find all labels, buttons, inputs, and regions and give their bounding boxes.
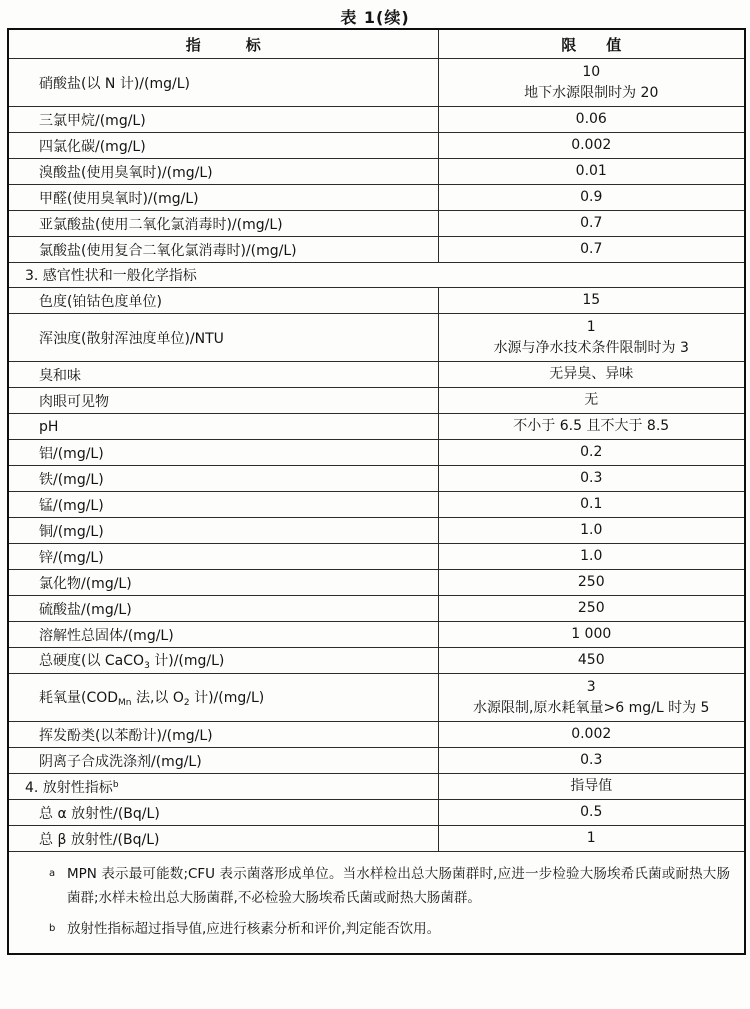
table-row (8, 414, 745, 440)
limit-line: 250 (577, 574, 605, 590)
limit-cell (438, 466, 745, 492)
limit-cell (438, 748, 745, 774)
limit-line: 1 000 (571, 626, 612, 642)
limit-cell (438, 492, 745, 518)
limit-cell (438, 544, 745, 570)
section-row (8, 263, 745, 288)
limit-line: 不小于 6.5 且不大于 8.5 (513, 418, 670, 434)
limit-cell (438, 674, 745, 722)
limit-cell (438, 159, 745, 185)
limit-cell (438, 59, 745, 107)
limit-line: 0.7 (580, 241, 603, 257)
table-row (8, 622, 745, 648)
table-row (8, 59, 745, 107)
indicator-cell: 锌/(mg/L) (8, 544, 438, 570)
table-row (8, 544, 745, 570)
footnotes (8, 852, 745, 954)
table-container (7, 28, 744, 955)
indicator-cell: 总 β 放射性/(Bq/L) (8, 826, 438, 852)
header-indicator: 指 标 (8, 29, 438, 59)
header-limit: 限 值 (438, 29, 745, 59)
table-row (8, 440, 745, 466)
indicator-cell: 硝酸盐(以 N 计)/(mg/L) (8, 59, 438, 107)
limit-cell (438, 596, 745, 622)
table-row (8, 722, 745, 748)
limit-cell (438, 774, 745, 800)
footnote-marker-a: a (49, 868, 56, 879)
limit-cell (438, 388, 745, 414)
table-row (8, 748, 745, 774)
limit-line: 0.1 (580, 496, 603, 512)
table-row (8, 185, 745, 211)
limit-cell (438, 414, 745, 440)
limit-cell (438, 570, 745, 596)
table-row (8, 826, 745, 852)
limit-cell (438, 518, 745, 544)
table-row (8, 388, 745, 414)
table-body (8, 59, 745, 852)
indicator-cell: 浑浊度(散射浑浊度单位)/NTU (8, 314, 438, 362)
limit-line: 15 (582, 292, 601, 308)
indicator-cell: 四氯化碳/(mg/L) (8, 133, 438, 159)
indicator-cell: 挥发酚类(以苯酚计)/(mg/L) (8, 722, 438, 748)
limit-line: 450 (577, 652, 605, 668)
limit-cell (438, 288, 745, 314)
footnote-text-b: 放射性指标超过指导值,应进行核素分析和评价,判定能否饮用。 (67, 920, 441, 937)
limit-line: 0.7 (580, 215, 603, 231)
limit-line: 0.9 (580, 189, 603, 205)
table-header-row (8, 29, 745, 59)
table-row (8, 648, 745, 674)
limit-line: 1 (586, 318, 596, 335)
limit-line: 0.06 (575, 111, 607, 127)
limit-line: 0.002 (571, 137, 612, 153)
indicator-cell: 三氯甲烷/(mg/L) (8, 107, 438, 133)
indicator-cell: 铜/(mg/L) (8, 518, 438, 544)
footnote-row (8, 852, 745, 954)
table-row (8, 237, 745, 263)
table-row (8, 362, 745, 388)
table-row (8, 518, 745, 544)
table-row (8, 800, 745, 826)
indicator-cell: 铝/(mg/L) (8, 440, 438, 466)
indicator-cell: 溶解性总固体/(mg/L) (8, 622, 438, 648)
limit-cell (438, 648, 745, 674)
limit-line: 无异臭、异味 (549, 366, 634, 382)
footnote-a (23, 862, 730, 911)
indicator-cell: 总硬度(以 CaCO$_3$ 计)/(mg/L) (8, 648, 438, 674)
indicator-cell: 氯酸盐(使用复合二氧化氯消毒时)/(mg/L) (8, 237, 438, 263)
limit-cell (438, 185, 745, 211)
limit-cell (438, 314, 745, 362)
limit-line: 0.2 (580, 444, 603, 460)
limit-line: 250 (577, 600, 605, 616)
indicator-cell: 甲醛(使用臭氧时)/(mg/L) (8, 185, 438, 211)
footnote-b (23, 917, 730, 941)
limit-line: 0.01 (575, 163, 607, 179)
indicator-cell: pH (8, 414, 438, 440)
table-row (8, 107, 745, 133)
indicator-cell: 硫酸盐/(mg/L) (8, 596, 438, 622)
limit-line: 3 (586, 678, 596, 695)
table-row (8, 466, 745, 492)
data-table (7, 28, 746, 955)
table-row (8, 570, 745, 596)
indicator-cell: 锰/(mg/L) (8, 492, 438, 518)
limit-line: 1.0 (580, 548, 603, 564)
section-row (8, 774, 745, 800)
limit-cell (438, 826, 745, 852)
table-row (8, 159, 745, 185)
limit-cell (438, 107, 745, 133)
table-row (8, 596, 745, 622)
indicator-cell: 总 α 放射性/(Bq/L) (8, 800, 438, 826)
footnote-text-a: MPN 表示最可能数;CFU 表示菌落形成单位。当水样检出总大肠菌群时,应进一步检验大肠埃希氏菌或耐热大肠菌群;水样未检出总大肠菌群,不必检验大肠埃希氏菌或耐热大肠菌群。 (67, 866, 730, 907)
limit-cell (438, 722, 745, 748)
table-row (8, 492, 745, 518)
section-label: 3. 感官性状和一般化学指标 (8, 263, 745, 288)
limit-line: 1 (586, 830, 596, 846)
indicator-cell: 色度(铂钴色度单位) (8, 288, 438, 314)
table-row (8, 133, 745, 159)
limit-line: 无 (584, 392, 599, 408)
table-row (8, 211, 745, 237)
page-title: 表 1(续) (340, 8, 410, 27)
table-row (8, 288, 745, 314)
limit-line: 地下水源限制时为 20 (524, 84, 659, 101)
limit-line: 0.3 (580, 470, 603, 486)
indicator-cell: 肉眼可见物 (8, 388, 438, 414)
indicator-cell: 阴离子合成洗涤剂/(mg/L) (8, 748, 438, 774)
indicator-cell: 氯化物/(mg/L) (8, 570, 438, 596)
limit-cell (438, 211, 745, 237)
limit-line: 水源限制,原水耗氧量>6 mg/L 时为 5 (473, 699, 710, 716)
indicator-cell: 溴酸盐(使用臭氧时)/(mg/L) (8, 159, 438, 185)
limit-cell (438, 237, 745, 263)
indicator-cell: 臭和味 (8, 362, 438, 388)
limit-line: 指导值 (570, 778, 613, 794)
limit-cell (438, 133, 745, 159)
limit-line: 10 (582, 63, 601, 80)
limit-cell (438, 362, 745, 388)
limit-cell (438, 622, 745, 648)
limit-cell (438, 440, 745, 466)
indicator-cell: 耗氧量($COD_{Mn}$ 法,以 $O_2$ 计)/(mg/L) (8, 674, 438, 722)
limit-cell (438, 800, 745, 826)
limit-line: 1.0 (580, 522, 603, 538)
limit-line: 水源与净水技术条件限制时为 3 (493, 339, 689, 356)
limit-line: 0.3 (580, 752, 603, 768)
limit-line: 0.5 (580, 804, 603, 820)
table-row (8, 314, 745, 362)
indicator-cell: 4. 放射性指标$^b$ (8, 774, 438, 800)
footnote-marker-b: b (49, 922, 56, 934)
indicator-cell: 亚氯酸盐(使用二氧化氯消毒时)/(mg/L) (8, 211, 438, 237)
table-row (8, 674, 745, 722)
limit-line: 0.002 (571, 726, 612, 742)
indicator-cell: 铁/(mg/L) (8, 466, 438, 492)
